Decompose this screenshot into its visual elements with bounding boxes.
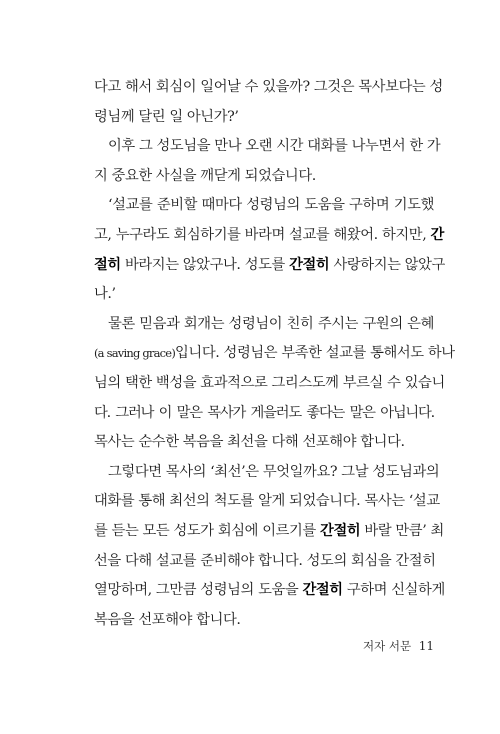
text-line [94,517,444,547]
emphasis: 간 [430,226,444,243]
text-run: 바라지는 않았구나. 성도를 [120,256,290,273]
text-line: 님의 택한 백성을 효과적으로 그리스도께 부르실 수 있습니 [94,374,445,391]
paragraph [94,458,445,636]
text-run: 구하며 신실하게 [342,582,445,599]
emphasis: 간절히 [320,522,361,539]
text-run: 사랑하지는 않았구 [329,256,445,273]
paragraph [94,191,445,309]
text-line: 이후 그 성도님을 만나 오랜 시간 대화를 나누면서 한 가 [108,138,441,155]
text-line: 목사는 순수한 복음을 최선을 다해 선포해야 합니다. [94,434,405,451]
emphasis: 간절히 [302,582,343,599]
text-line: 대화를 통해 최선의 척도를 알게 되었습니다. 목사는 ‘설교 [94,493,440,510]
page-number: 11 [418,639,434,653]
text-line: 다고 해서 회심이 일어날 수 있을까? 그것은 목사보다는 성 [94,79,443,95]
english-term: (a saving grace) [94,346,176,361]
text-line: 그렇다면 목사의 ‘최선’은 무엇일까요? 그날 성도님과의 [108,463,440,480]
text-run: 입니다. 성령님은 부족한 설교를 통해서도 하나 [175,345,455,362]
text-run: 바랄 만큼’ 최 [360,522,444,539]
text-line: 나.’ [94,286,116,303]
text-line: 다. 그러나 이 말은 목사가 게을러도 좋다는 말은 아닙니다. [94,404,434,421]
text-line: 지 중요한 사실을 깨닫게 되었습니다. [94,167,316,184]
text-line [94,576,445,606]
text-run: 고, 누구라도 회심하기를 바라며 설교를 해왔어. 하지만, [94,226,431,243]
text-line: 령님께 달린 일 아닌가?’ [94,108,239,125]
paragraph [94,73,443,132]
text-line: 복음을 선포해야 합니다. [94,611,241,628]
text-run: 열망하며, 그만큼 성령님의 도움을 [94,582,303,599]
paragraph [94,310,455,458]
text-run: 를 듣는 모든 성도가 회심에 이르기를 [94,522,321,539]
body-text [94,73,455,635]
text-line [94,339,455,369]
emphasis: 절히 [94,256,121,273]
text-line: ‘설교를 준비할 때마다 성령님의 도움을 구하며 기도했 [108,197,434,214]
text-line [94,251,445,281]
text-line: 선을 다해 설교를 준비해야 합니다. 성도의 회심을 간절히 [94,552,436,569]
emphasis: 간절히 [289,256,330,273]
text-line: 물론 믿음과 회개는 성령님이 친히 주시는 구원의 은혜 [108,315,434,332]
running-title: 저자 서문 [362,639,412,653]
page-footer [363,638,434,654]
paragraph [94,132,441,191]
text-line [94,221,444,251]
